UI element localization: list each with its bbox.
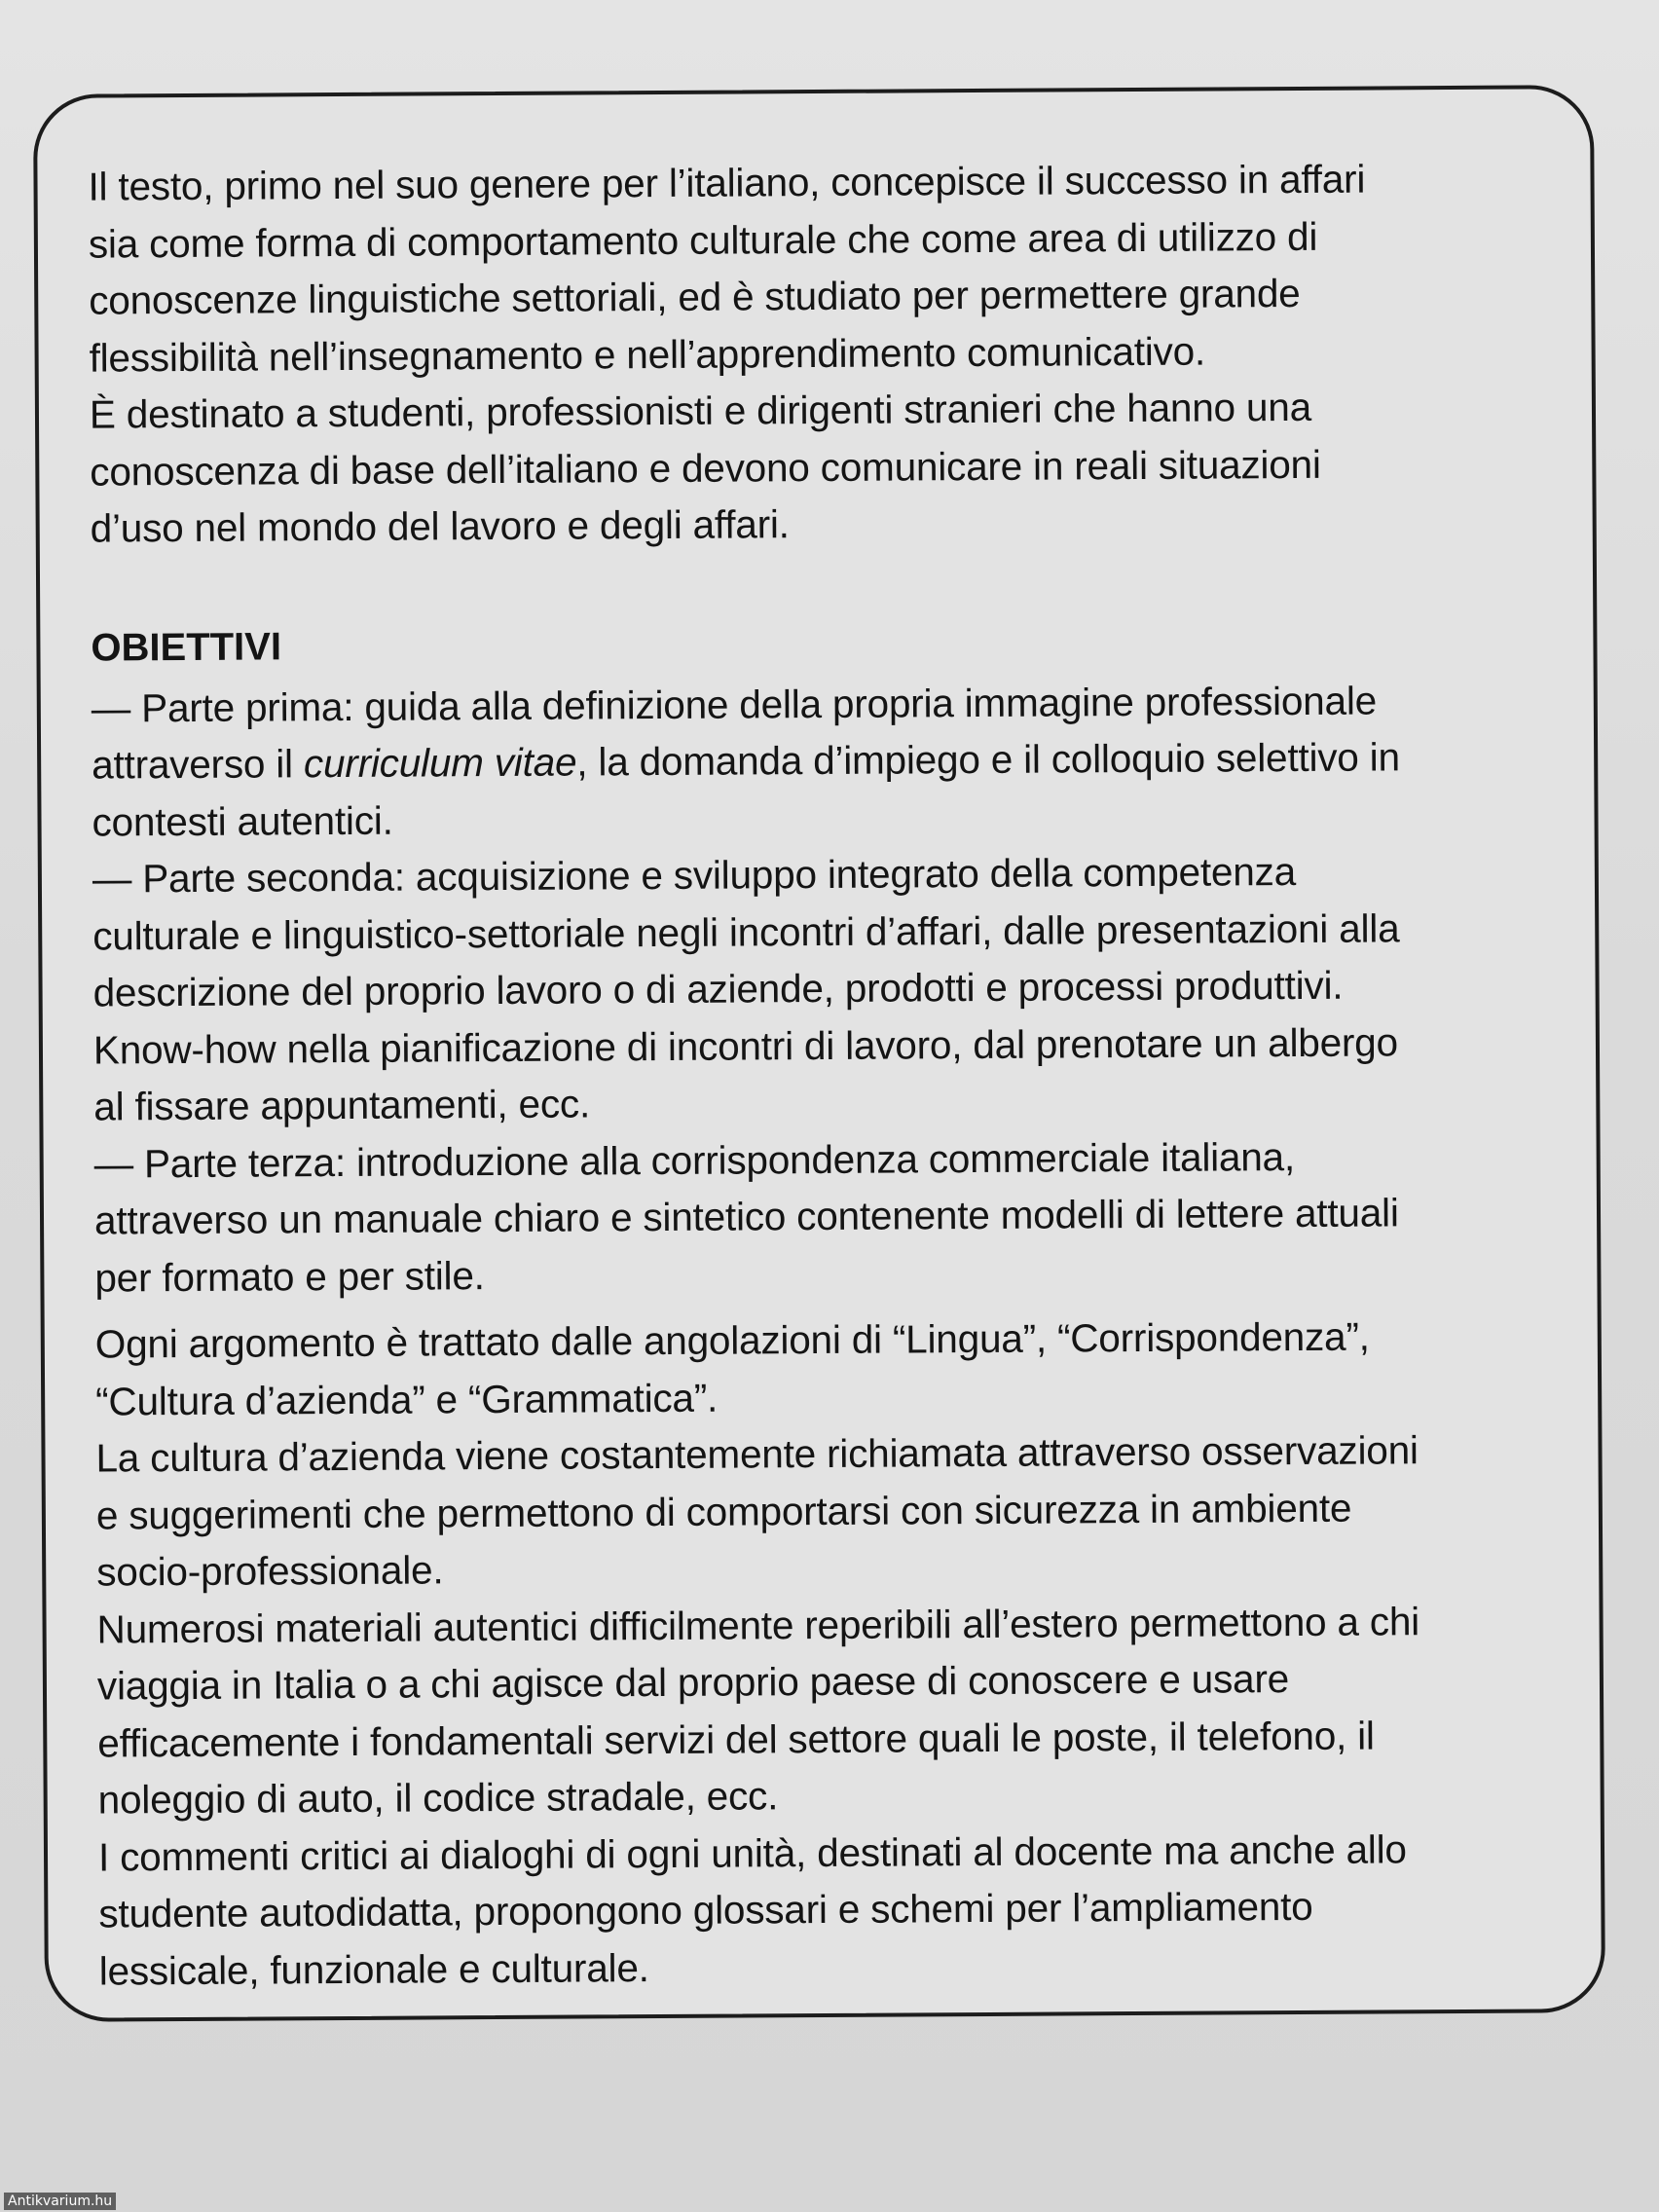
closing-line: “Cultura d’azienda” e “Grammatica”.	[95, 1375, 719, 1424]
panel-content	[88, 149, 1579, 1999]
intro-line: conoscenze linguistiche settoriali, ed è studiato per permettere grande	[89, 270, 1301, 323]
objectives-line: al fissare appuntamenti, ecc.	[93, 1081, 591, 1129]
text-panel	[33, 85, 1605, 2022]
objectives-line: — Parte terza: introduzione alla corrispondenza commerciale italiana,	[93, 1133, 1296, 1187]
objectives-line: — Parte prima: guida alla definizione della propria immagine professionale	[91, 677, 1378, 731]
objectives-line	[92, 727, 1571, 793]
objectives-text: attraverso il	[92, 741, 305, 788]
closing-line: efficacemente i fondamentali servizi del settore quali le poste, il telefono, il	[97, 1713, 1375, 1766]
objectives-line: attraverso un manuale chiaro e sintetico contenente modelli di lettere attuali	[93, 1190, 1399, 1243]
closing-line: studente autodidatta, propongono glossari e schemi per l’ampliamento	[98, 1883, 1313, 1936]
intro-line: d’uso nel mondo del lavoro e degli affari.	[90, 501, 790, 551]
objectives-line: contesti autentici.	[92, 797, 393, 845]
closing-line: socio-professionale.	[96, 1547, 444, 1595]
watermark: Antikvarium.hu	[4, 2193, 116, 2210]
intro-paragraph	[88, 149, 1569, 557]
objectives-line: descrizione del proprio lavoro o di aziende, prodotti e processi produttivi.	[92, 962, 1344, 1015]
objectives-line: per formato e per stile.	[94, 1252, 485, 1301]
italic-term: curriculum vitae	[303, 739, 577, 787]
closing-line: Numerosi materiali autentici difficilmente reperibili all’estero permettono a chi	[96, 1598, 1420, 1652]
objectives-line: culturale e linguistico-settoriale negli incontri d’affari, dalle presentazioni alla	[92, 904, 1400, 959]
closing-line: I commenti critici ai dialoghi di ogni unità, destinati al docente ma anche allo	[97, 1825, 1407, 1880]
closing-line: noleggio di auto, il codice stradale, ecc.	[97, 1773, 779, 1823]
closing-paragraph	[95, 1307, 1579, 1999]
closing-line: e suggerimenti che permettono di comportarsi con sicurezza in ambiente	[95, 1485, 1352, 1538]
objectives-part-2	[92, 841, 1574, 1135]
closing-line: viaggia in Italia o a chi agisce dal proprio paese di conoscere e usare	[96, 1656, 1290, 1709]
intro-line: flessibilità nell’insegnamento e nell’apprendimento comunicativo.	[89, 328, 1206, 381]
closing-line: La cultura d’azienda viene costantemente richiamata attraverso osservazioni	[95, 1427, 1419, 1481]
spacer	[91, 548, 1570, 619]
intro-line: sia come forma di comportamento culturale che come area di utilizzo di	[88, 213, 1318, 267]
objectives-part-3	[93, 1126, 1574, 1307]
intro-line: È destinato a studenti, professionisti e dirigenti stranieri che hanno una	[89, 384, 1312, 437]
closing-line: Ogni argomento è trattato dalle angolazioni di “Lingua”, “Corrispondenza”,	[94, 1313, 1370, 1367]
objectives-heading: OBIETTIVI	[91, 624, 282, 670]
closing-line: lessicale, funzionale e culturale.	[98, 1944, 649, 1994]
objectives-line: — Parte seconda: acquisizione e sviluppo integrato della competenza	[92, 849, 1297, 902]
objectives-part-1	[92, 671, 1572, 851]
intro-line: conoscenza di base dell’italiano e devono comunicare in reali situazioni	[90, 441, 1321, 495]
objectives-line: Know-how nella pianificazione di incontri di lavoro, dal prenotare un albergo	[92, 1018, 1399, 1073]
objectives-text: , la domanda d’impiego e il colloquio selettivo in	[576, 734, 1400, 785]
intro-line: Il testo, primo nel suo genere per l’italiano, concepisce il successo in affari	[88, 156, 1366, 209]
